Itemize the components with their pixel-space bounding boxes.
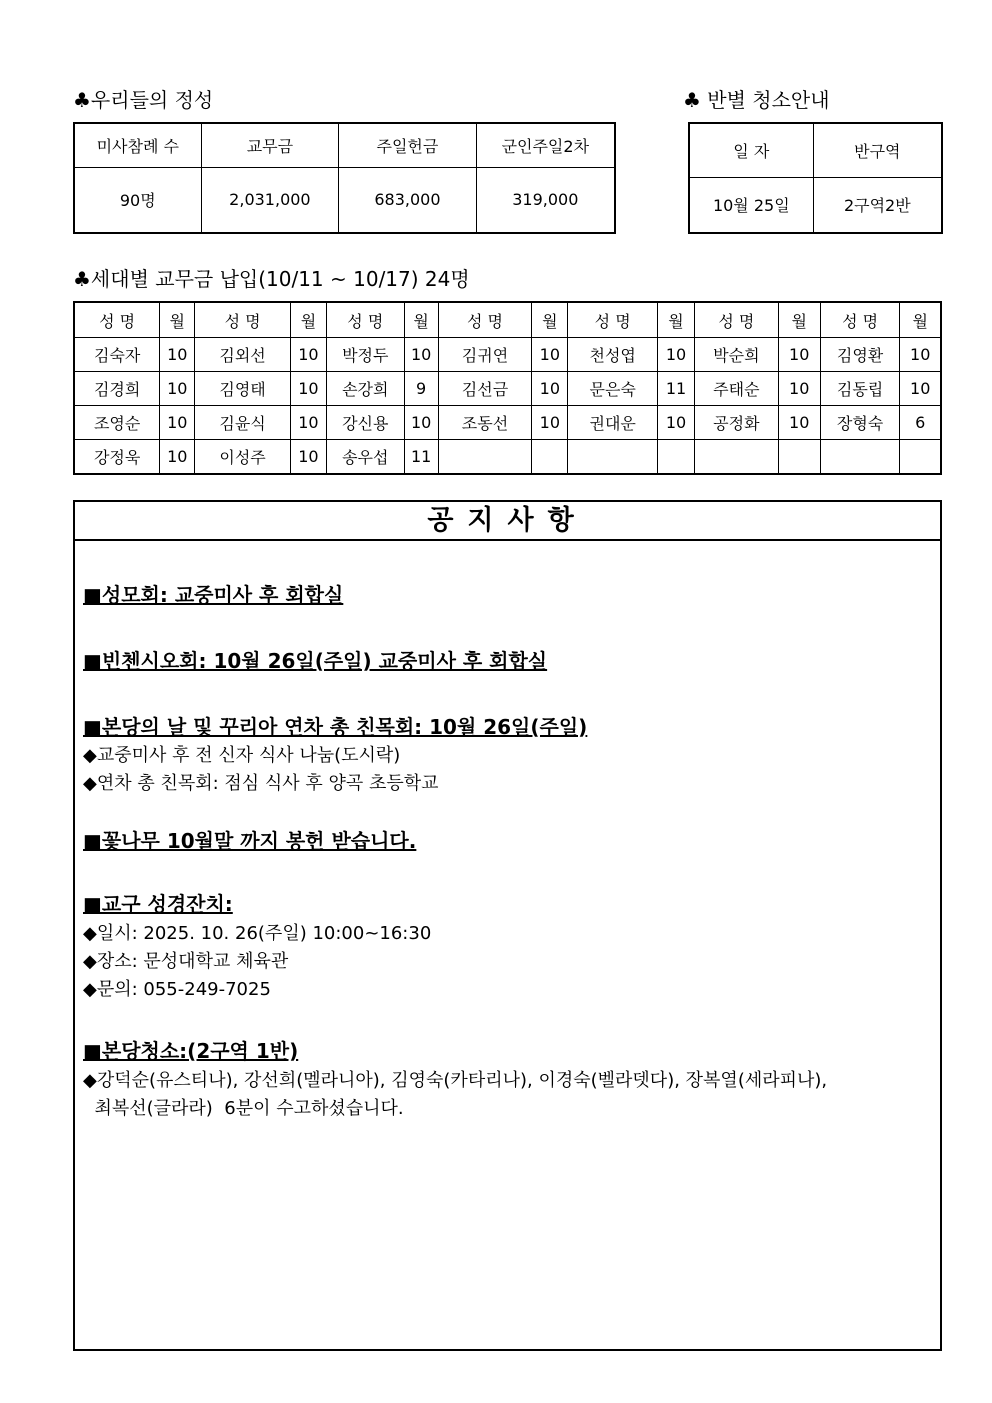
cleaning-title: ♣ 반별 청소안내 [683, 88, 830, 112]
dues-header-month: 월 [532, 302, 568, 338]
notice-heading: ■꽃나무 10월말 까지 봉헌 받습니다. [83, 829, 417, 853]
dues-cell-month [658, 440, 695, 475]
offering-value-military: 319,000 [476, 167, 615, 233]
dues-header-name: 성 명 [326, 302, 404, 338]
dues-cell-name: 김선금 [438, 372, 532, 406]
notice-box [73, 500, 942, 1351]
dues-cell-name [694, 440, 778, 475]
dues-header-name: 성 명 [694, 302, 778, 338]
offering-table [73, 122, 616, 234]
dues-cell-name: 이성주 [195, 440, 291, 475]
dues-header-row [74, 302, 941, 338]
dues-header-month: 월 [290, 302, 326, 338]
notice-title: 공지사항 [75, 502, 940, 541]
dues-cell-name: 문은숙 [568, 372, 658, 406]
dues-header-month: 월 [160, 302, 195, 338]
dues-cell-month: 10 [900, 372, 941, 406]
dues-cell-month: 10 [658, 406, 695, 440]
dues-cell-month: 10 [532, 338, 568, 372]
dues-cell-month: 10 [404, 338, 438, 372]
cleaning-header-date: 일 자 [689, 123, 813, 177]
notice-line: ◆일시: 2025. 10. 26(주일) 10:00~16:30 [83, 923, 432, 944]
notice-line: ◆연차 총 친목회: 점심 식사 후 양곡 초등학교 [83, 773, 439, 794]
dues-cell-name: 장형숙 [820, 406, 900, 440]
dues-cell-month: 9 [404, 372, 438, 406]
dues-cell-month: 10 [290, 372, 326, 406]
dues-cell-name [438, 440, 532, 475]
dues-cell-month: 10 [160, 338, 195, 372]
notice-line: ◆문의: 055-249-7025 [83, 979, 271, 1000]
dues-cell-month: 10 [532, 372, 568, 406]
dues-cell-month: 10 [160, 406, 195, 440]
offering-value-dues: 2,031,000 [201, 167, 339, 233]
notice-line: ◆교중미사 후 전 신자 식사 나눔(도시락) [83, 745, 401, 766]
dues-row [74, 372, 941, 406]
dues-cell-month [532, 440, 568, 475]
dues-cell-name: 김영환 [820, 338, 900, 372]
dues-cell-name [820, 440, 900, 475]
dues-cell-month: 10 [778, 406, 820, 440]
dues-cell-month: 10 [160, 440, 195, 475]
dues-cell-month [778, 440, 820, 475]
dues-cell-month [900, 440, 941, 475]
notice-line: ◆장소: 문성대학교 체육관 [83, 951, 289, 972]
notice-heading: ■본당청소:(2구역 1반) [83, 1039, 299, 1063]
cleaning-header-area: 반구역 [813, 123, 942, 177]
dues-cell-month: 11 [404, 440, 438, 475]
dues-cell-name: 권대운 [568, 406, 658, 440]
offering-value-sunday: 683,000 [339, 167, 476, 233]
notice-heading: ■성모회: 교중미사 후 회합실 [83, 583, 344, 607]
cleaning-value-date: 10월 25일 [689, 177, 813, 233]
dues-cell-name: 강신용 [326, 406, 404, 440]
dues-cell-month: 10 [778, 338, 820, 372]
dues-header-name: 성 명 [438, 302, 532, 338]
dues-header-month: 월 [900, 302, 941, 338]
dues-header-name: 성 명 [195, 302, 291, 338]
dues-cell-name: 조동선 [438, 406, 532, 440]
dues-cell-month: 10 [778, 372, 820, 406]
dues-table [73, 301, 942, 475]
dues-title: ♣세대별 교무금 납입(10/11 ~ 10/17) 24명 [73, 267, 470, 291]
dues-header-name: 성 명 [568, 302, 658, 338]
dues-cell-name: 김숙자 [74, 338, 160, 372]
dues-row [74, 440, 941, 475]
dues-cell-month: 10 [404, 406, 438, 440]
dues-cell-name: 김경희 [74, 372, 160, 406]
cleaning-table [688, 122, 943, 234]
dues-cell-month: 10 [658, 338, 695, 372]
dues-row [74, 338, 941, 372]
notice-heading: ■본당의 날 및 꾸리아 연차 총 친목회: 10월 26일(주일) [83, 715, 588, 739]
notice-line: 최복선(글라라) 6분이 수고하셨습니다. [83, 1098, 404, 1119]
offering-value-attendance: 90명 [74, 167, 201, 233]
dues-cell-month: 10 [290, 440, 326, 475]
dues-cell-name: 김윤식 [195, 406, 291, 440]
dues-cell-name: 김영태 [195, 372, 291, 406]
dues-cell-month: 6 [900, 406, 941, 440]
dues-cell-name: 김귀연 [438, 338, 532, 372]
dues-header-month: 월 [658, 302, 695, 338]
dues-header-month: 월 [778, 302, 820, 338]
dues-cell-name: 박정두 [326, 338, 404, 372]
offering-header-attendance: 미사참례 수 [74, 123, 201, 167]
dues-cell-name: 김동립 [820, 372, 900, 406]
notice-line: ◆강덕순(유스티나), 강선희(멜라니아), 김영숙(카타리나), 이경숙(벨라뎃다), 장복열(세라피나), [83, 1070, 828, 1091]
dues-header-name: 성 명 [74, 302, 160, 338]
dues-header-name: 성 명 [820, 302, 900, 338]
dues-row [74, 406, 941, 440]
dues-cell-month: 10 [160, 372, 195, 406]
dues-cell-name: 조영순 [74, 406, 160, 440]
cleaning-value-area: 2구역2반 [813, 177, 942, 233]
dues-cell-month: 10 [532, 406, 568, 440]
offering-title: ♣우리들의 정성 [73, 88, 214, 112]
dues-cell-name: 손강희 [326, 372, 404, 406]
dues-cell-name: 송우섭 [326, 440, 404, 475]
dues-cell-name [568, 440, 658, 475]
dues-cell-name: 주태순 [694, 372, 778, 406]
dues-cell-month: 10 [290, 338, 326, 372]
dues-cell-name: 천성엽 [568, 338, 658, 372]
dues-header-month: 월 [404, 302, 438, 338]
notice-heading: ■빈첸시오회: 10월 26일(주일) 교중미사 후 회합실 [83, 649, 548, 673]
dues-cell-month: 10 [900, 338, 941, 372]
offering-header-dues: 교무금 [201, 123, 339, 167]
notice-heading: ■교구 성경잔치: [83, 892, 233, 916]
dues-cell-name: 박순희 [694, 338, 778, 372]
dues-cell-month: 11 [658, 372, 695, 406]
offering-header-sunday: 주일헌금 [339, 123, 476, 167]
dues-cell-name: 강정욱 [74, 440, 160, 475]
dues-cell-name: 김외선 [195, 338, 291, 372]
dues-cell-name: 공정화 [694, 406, 778, 440]
offering-header-military: 군인주일2차 [476, 123, 615, 167]
dues-cell-month: 10 [290, 406, 326, 440]
